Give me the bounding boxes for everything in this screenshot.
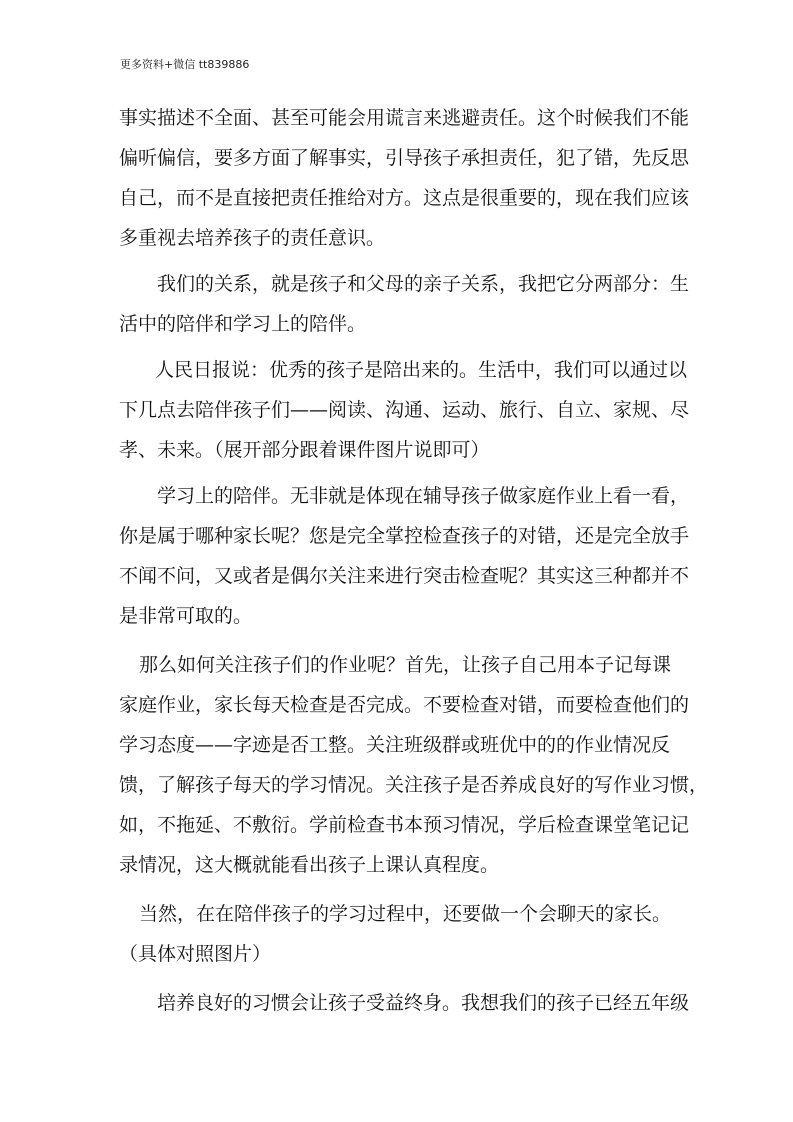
- paragraph-good-habits: [119, 983, 690, 1023]
- document-body: [119, 98, 709, 1023]
- text-line: 学习上的陪伴。无非就是体现在辅导孩子做家庭作业上看一看，: [157, 485, 690, 507]
- text-line: 你是属于哪种家长呢？您是完全掌控检查孩子的对错，还是完全放手: [119, 525, 690, 547]
- text-line: 当然，在在陪伴孩子的学习过程中，还要做一个会聊天的家长。: [139, 903, 672, 925]
- text-line: 多重视去培养孩子的责任意识。: [119, 227, 386, 249]
- paragraph-relationship: [119, 264, 690, 344]
- text-line: 孝、未来。（展开部分跟着课件图片说即可）: [119, 439, 490, 461]
- text-line: 人民日报说：优秀的孩子是陪出来的。生活中，我们可以通过以: [155, 359, 688, 381]
- text-line: 那么如何关注孩子们的作业呢？首先，让孩子自己用本子记每课: [139, 654, 672, 676]
- paragraph-homework: [119, 645, 709, 885]
- text-line: 活中的陪伴和学习上的陪伴。: [119, 313, 367, 335]
- text-line: 自己，而不是直接把责任推给对方。这点是很重要的，现在我们应该: [119, 187, 690, 209]
- text-line: 家庭作业，家长每天检查是否完成。不要检查对错，而要检查他们的: [119, 694, 690, 716]
- paragraph-responsibility: [119, 98, 690, 258]
- paragraph-peoples-daily: [119, 350, 690, 470]
- text-line: 事实描述不全面、甚至可能会用谎言来逃避责任。这个时候我们不能: [119, 107, 690, 129]
- text-line: （具体对照图片）: [119, 943, 272, 965]
- text-line: 学习态度——字迹是否工整。关注班级群或班优中的的作业情况反: [119, 734, 671, 756]
- text-line: 培养良好的习惯会让孩子受益终身。我想我们的孩子已经五年级: [157, 992, 690, 1014]
- text-line: 录情况，这大概就能看出孩子上课认真程度。: [119, 854, 500, 876]
- text-line: 如，不拖延、不敷衍。学前检查书本预习情况，学后检查课堂笔记记: [119, 814, 690, 836]
- text-line: 我们的关系，就是孩子和父母的亲子关系，我把它分两部分：生: [157, 273, 690, 295]
- paragraph-study-company: [119, 476, 690, 636]
- text-line: 下几点去陪伴孩子们——阅读、沟通、运动、旅行、自立、家规、尽: [119, 399, 690, 421]
- text-line: 不闻不问，又或者是偶尔关注来进行突击检查呢？其实这三种都并不: [119, 565, 690, 587]
- header-note: 更多资料+微信 tt839886: [120, 58, 250, 71]
- text-line: 馈，了解孩子每天的学习情况。关注孩子是否养成良好的写作业习惯，: [119, 774, 709, 796]
- text-line: 是非常可取的。: [119, 605, 253, 627]
- paragraph-chatting-parent: [119, 894, 683, 974]
- text-line: 偏听偏信，要多方面了解事实，引导孩子承担责任，犯了错，先反思: [119, 147, 690, 169]
